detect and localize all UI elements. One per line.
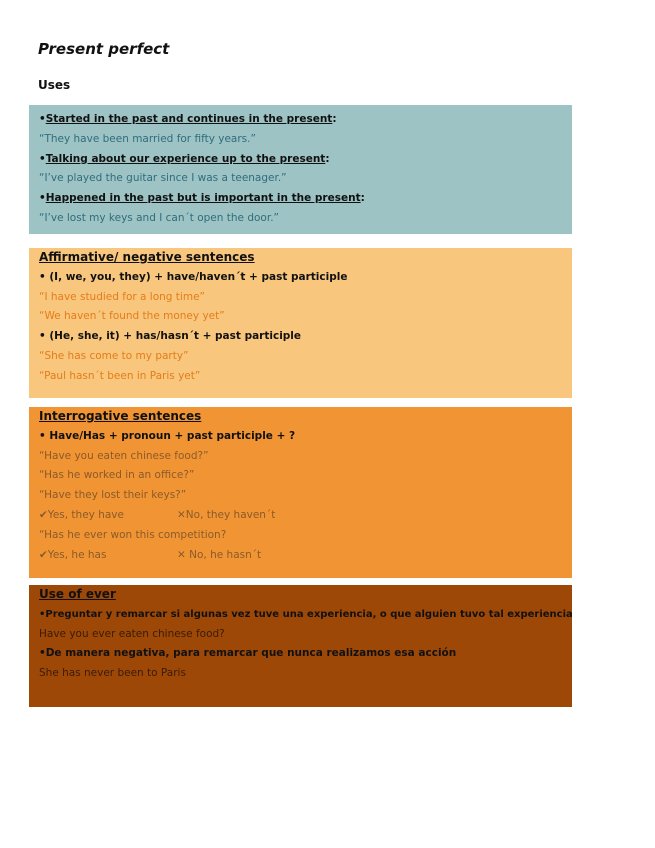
interrogative-box — [29, 407, 572, 578]
answer-no-1: ✕No, they haven´t — [177, 508, 276, 521]
ever-example-1: Have you ever eaten chinese food? — [39, 627, 225, 640]
interrogative-example-2: “Has he worked in an office?” — [39, 469, 195, 482]
interrogative-answers-2 — [39, 546, 562, 566]
answer-no-2: ✕ No, he hasn´t — [177, 548, 262, 561]
uses-box — [29, 105, 572, 234]
affirmative-example-2: “We haven´t found the money yet” — [39, 310, 225, 323]
interrogative-rule: • Have/Has + pronoun + past participle + ? — [39, 429, 296, 442]
ever-heading: Use of ever — [39, 587, 116, 601]
ever-rule-1: •Preguntar y remarcar si algunas vez tuve una experiencia, o que alguien tuvo tal experiencia — [39, 608, 573, 620]
interrogative-example-1: “Have you eaten chinese food?” — [39, 449, 209, 462]
affirmative-heading: Affirmative/ negative sentences — [39, 250, 255, 264]
interrogative-heading: Interrogative sentences — [39, 409, 202, 423]
affirmative-example-3: “She has come to my party” — [39, 349, 189, 362]
ever-box — [29, 585, 572, 707]
interrogative-example-4: “Has he ever won this competition? — [39, 528, 227, 541]
uses-example-1: “They have been married for fifty years.” — [39, 132, 256, 145]
affirmative-rule-2: • (He, she, it) + has/hasn´t + past participle — [39, 330, 302, 343]
answer-yes-2: ✔Yes, he has — [39, 548, 107, 561]
section-subtitle: Uses — [38, 78, 71, 92]
affirmative-rule-1: • (I, we, you, they) + have/haven´t + past participle — [39, 270, 348, 283]
interrogative-answers-1 — [39, 506, 562, 526]
uses-rule-3: •Happened in the past but is important in the present: — [39, 192, 365, 205]
uses-example-2: “I’ve played the guitar since I was a teenager.” — [39, 172, 287, 185]
ever-example-2: She has never been to Paris — [39, 667, 186, 680]
interrogative-example-3: “Have they lost their keys?” — [39, 489, 187, 502]
affirmative-example-4: “Paul hasn´t been in Paris yet” — [39, 369, 201, 382]
affirmative-example-1: “I have studied for a long time” — [39, 290, 205, 303]
affirmative-box — [29, 248, 572, 398]
ever-rule-2: •De manera negativa, para remarcar que nunca realizamos esa acción — [39, 647, 457, 660]
uses-rule-1: •Started in the past and continues in the present: — [39, 113, 337, 125]
uses-rule-2: •Talking about our experience up to the present: — [39, 152, 330, 165]
page-title: Present perfect — [38, 40, 170, 58]
uses-example-3: “I’ve lost my keys and I can´t open the door.” — [39, 211, 279, 224]
answer-yes-1: ✔Yes, they have — [39, 508, 124, 521]
